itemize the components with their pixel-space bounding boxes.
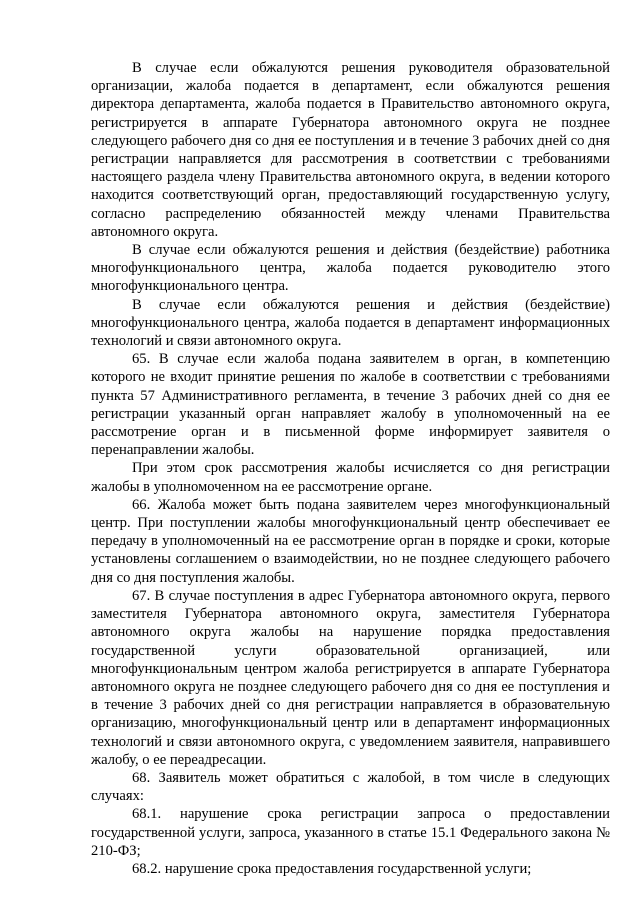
paragraph-65: 65. В случае если жалоба подана заявителем в орган, в компетенцию которого не входит принятие решения по жалобе в соответствии с требованиями пункта 57 Административного регламента, в течение 3 рабочих дней со дня ее регистрации указанный орган направляет жалобу в уполномоченный на ее рассмотрение орган и в письменной форме информирует заявителя о перенаправлении жалобы.	[91, 351, 610, 459]
paragraph-67: 67. В случае поступления в адрес Губернатора автономного округа, первого заместителя Губернатора автономного округа, заместителя Губернатора автономного округа жалобы на нарушение порядка предоставления государственной услуги образовательной организацией, или многофункциональным центром жалоба регистрируется в аппарате Губернатора автономного округа не позднее следующего рабочего дня со дня ее поступления и в течение 3 рабочих дней со дня регистрации направляется в образовательную организацию, многофункциональный центр или в департамент информационных технологий и связи автономного округа, с уведомлением заявителя, направившего жалобу, о ее переадресации.	[91, 587, 610, 768]
paragraph-mfc-complaint: В случае если обжалуются решения и действия (бездействие) многофункционального центра, жалоба подается в департамент информационных технологий и связи автономного округа.	[91, 296, 610, 350]
paragraph-65-term: При этом срок рассмотрения жалобы исчисляется со дня регистрации жалобы в уполномоченном на ее рассмотрение органе.	[91, 460, 610, 495]
paragraph-68: 68. Заявитель может обратиться с жалобой, в том числе в следующих случаях:	[91, 769, 610, 805]
paragraph-68-2: 68.2. нарушение срока предоставления государственной услуги;	[132, 860, 532, 877]
paragraph-66: 66. Жалоба может быть подана заявителем через многофункциональный центр. При поступлении жалобы многофункциональный центр обеспечивает ее передачу в уполномоченный на ее рассмотрение орган в порядке и сроки, которые установлены соглашением о взаимодействии, но не позднее следующего рабочего дня со дня поступления жалобы.	[91, 496, 610, 586]
document-page	[91, 59, 610, 878]
paragraph-68-1: 68.1. нарушение срока регистрации запроса о предоставлении государственной услуги, запроса, указанного в статье 15.1 Федерального закона № 210-ФЗ;	[91, 806, 610, 859]
paragraph-head-complaint: В случае если обжалуются решения руководителя образовательной организации, жалоба подается в департамент, если обжалуются решения директора департамента, жалоба подается в Правительство автономного округа, регистрируется в аппарате Губернатора автономного округа не позднее следующего рабочего дня со дня ее поступления и в течение 3 рабочих дней со дня регистрации направляется для рассмотрения в соответствии с требованиями настоящего раздела члену Правительства автономного округа, в ведении которого находится соответствующий орган, предоставляющий государственную услугу, согласно распределению обязанностей между членами Правительства автономного округа.	[91, 60, 610, 240]
paragraph-worker-complaint: В случае если обжалуются решения и действия (бездействие) работника многофункционального центра, жалоба подается руководителю этого многофункционального центра.	[91, 242, 610, 295]
